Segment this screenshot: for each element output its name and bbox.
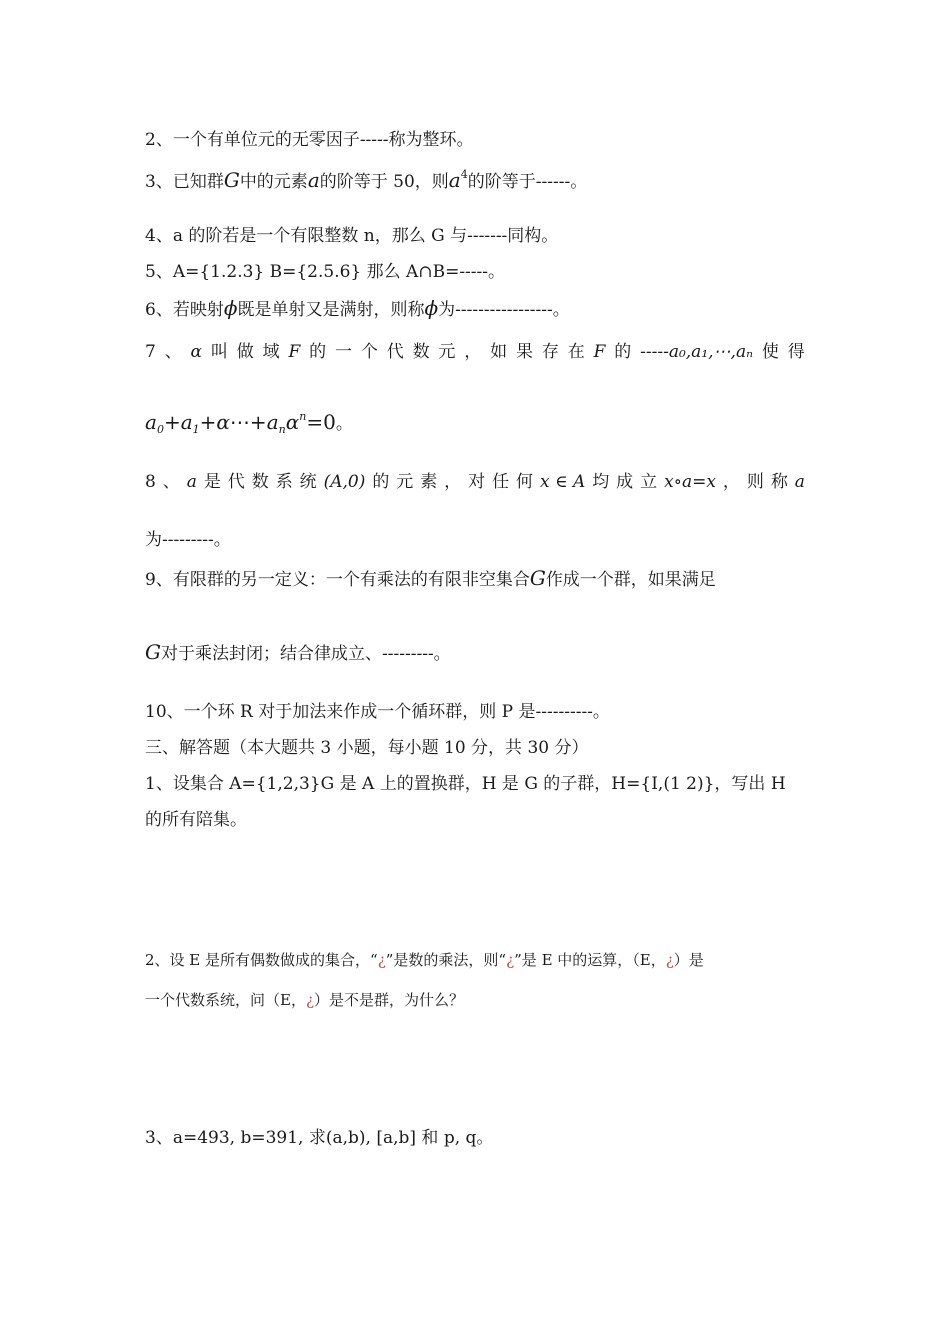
eq-an: a (266, 410, 279, 434)
eq-a1: a (180, 410, 193, 434)
fill-in-q8-tail: 为---------。 (145, 530, 231, 550)
answer-q1-line2: 的所有陪集。 (145, 810, 247, 830)
eq-period: 。 (335, 414, 353, 434)
q9-text-1: 9、有限群的另一定义：一个有乘法的有限非空集合 (145, 570, 530, 590)
q8-char: 是 (203, 472, 221, 492)
q7-char: 使 (761, 342, 779, 362)
q7-blank: ----- (640, 342, 669, 362)
operation-symbol: ¿ (305, 991, 314, 1009)
answer-q3: 3、a=493, b=391, 求(a,b), [a,b] 和 p, q。 (145, 1128, 494, 1148)
q8-char: 立 (640, 472, 658, 492)
eq-alpha: α (216, 410, 230, 434)
symbol-g: G (529, 566, 546, 590)
q8-char: 数 (251, 472, 269, 492)
eq-alpha-n: α (285, 410, 300, 434)
q7-char: 的 (614, 342, 632, 362)
q7-coefficients: a₀,a₁,⋯,aₙ (668, 342, 753, 362)
q8-char: 代 (227, 472, 245, 492)
eq-sub-1: 1 (192, 423, 200, 436)
q8-char: ， (444, 472, 462, 492)
fill-in-q5: 5、A={1.2.3} B={2.5.6} 那么 A∩B=-----。 (145, 262, 506, 282)
q7-number: 7 (145, 342, 156, 362)
q8-char: 成 (616, 472, 634, 492)
eq-exp-n: n (299, 410, 307, 423)
fill-in-q3 (145, 168, 587, 194)
q2-text-3: ”是 E 中的运算，（E， (514, 951, 666, 969)
symbol-f-2: F (593, 342, 606, 362)
q7-char: 做 (236, 342, 254, 362)
q7-char: 元 (438, 342, 456, 362)
q8-char: 任 (492, 472, 510, 492)
operation-symbol: ¿ (377, 951, 386, 969)
fill-in-q9-tail (145, 640, 451, 666)
fill-in-q6 (145, 296, 570, 322)
symbol-g-2: G (145, 640, 161, 664)
q9-text-3: 对于乘法封闭；结合律成立、---------。 (160, 644, 451, 664)
q7-char: 一 (334, 342, 352, 362)
symbol-a: a (307, 168, 320, 192)
q2-text-5: 一个代数系统，问（E， (145, 991, 306, 1009)
q7-char: ， (464, 342, 482, 362)
q3-text-2: 中的元素 (239, 172, 308, 192)
eq-dots: ⋯ (229, 410, 250, 434)
symbol-phi: ϕ (223, 296, 238, 320)
fill-in-q2: 2、一个有单位元的无零因子-----称为整环。 (145, 130, 474, 150)
q7-equation (145, 410, 353, 436)
q8-char: 何 (516, 472, 534, 492)
symbol-a-power: a (448, 168, 461, 192)
q6-text-1: 6、若映射 (145, 300, 224, 320)
eq-plus: + (249, 410, 267, 434)
symbol-a: a (186, 472, 197, 492)
fill-in-q10: 10、一个环 R 对于加法来作成一个循环群，则 P 是----------。 (145, 702, 610, 722)
fill-in-q9 (145, 566, 716, 592)
eq-plus: + (199, 410, 217, 434)
eq-sub-0: 0 (156, 423, 164, 436)
q7-sep: 、 (164, 342, 182, 362)
q8-char: 则 (746, 472, 764, 492)
q8-char: 均 (592, 472, 610, 492)
eq-a0: a (145, 410, 157, 434)
q7-char: 的 (309, 342, 327, 362)
symbol-alpha: α (190, 342, 203, 362)
q7-char: 数 (412, 342, 430, 362)
q2-text-4: ）是 (673, 951, 704, 969)
eq-equals-zero: =0 (306, 410, 336, 434)
q8-char: 对 (468, 472, 486, 492)
q3-text-4: 的阶等于------。 (467, 172, 588, 192)
answer-q2-line2 (145, 988, 464, 1012)
q8-char: ， (722, 472, 740, 492)
operation-symbol: ¿ (506, 951, 515, 969)
q7-char: 在 (567, 342, 585, 362)
q8-char: 系 (275, 472, 293, 492)
q7-char: 叫 (210, 342, 228, 362)
q8-char: 元 (396, 472, 414, 492)
symbol-phi-2: ϕ (424, 296, 439, 320)
q8-number: 8 (145, 472, 156, 492)
q2-text-2: ”是数的乘法，则“ (385, 951, 507, 969)
eq-plus: + (163, 410, 181, 434)
answer-q2-line1 (145, 948, 704, 972)
q8-equation: x∘a=x (664, 472, 716, 492)
eq-sub-n: n (278, 423, 286, 436)
operation-symbol: ¿ (665, 951, 674, 969)
q9-text-2: 作成一个群，如果满足 (545, 570, 716, 590)
symbol-f: F (288, 342, 301, 362)
q2-text-1: 2、设 E 是所有偶数做成的集合，“ (145, 951, 378, 969)
q8-condition: x ∈ A (539, 472, 586, 492)
fill-in-q4: 4、a 的阶若是一个有限整数 n，那么 G 与-------同构。 (145, 226, 559, 246)
q6-text-3: 为-----------------。 (438, 300, 570, 320)
exponent-4: 4 (460, 168, 468, 181)
q8-char: 统 (299, 472, 317, 492)
q8-sep: 、 (162, 472, 180, 492)
q7-char: 如 (490, 342, 508, 362)
q7-char: 果 (516, 342, 533, 362)
q7-char: 得 (787, 342, 805, 362)
symbol-a-2: a (794, 472, 805, 492)
answer-q1-line1: 1、设集合 A={1,2,3}G 是 A 上的置换群，H 是 G 的子群，H={I,(1 2)}，写出 H (145, 774, 786, 794)
q8-char: 称 (770, 472, 788, 492)
q3-text-3: 的阶等于 50，则 (319, 172, 449, 192)
q7-char: 个 (360, 342, 378, 362)
fill-in-q7 (145, 340, 805, 364)
q7-char: 存 (541, 342, 559, 362)
q2-text-6: ）是不是群，为什么？ (314, 991, 465, 1009)
q3-text-1: 3、已知群 (145, 172, 224, 192)
section-heading: 三、解答题（本大题共 3 小题，每小题 10 分，共 30 分） (145, 738, 589, 758)
q6-text-2: 既是单射又是满射，则称 (237, 300, 425, 320)
q8-char: 素 (420, 472, 438, 492)
q7-char: 代 (386, 342, 404, 362)
q8-system: (A,0) (323, 472, 366, 492)
q7-char: 域 (262, 342, 280, 362)
symbol-g: G (223, 168, 240, 192)
fill-in-q8 (145, 470, 805, 494)
q8-char: 的 (372, 472, 390, 492)
